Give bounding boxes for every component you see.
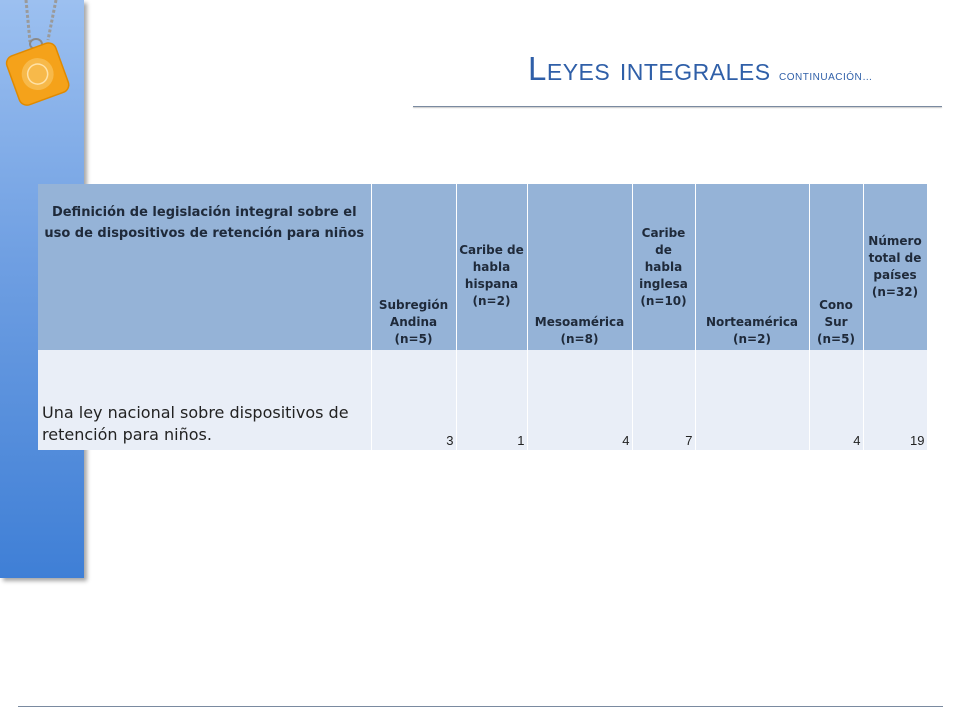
header-subregion-andina: Subregión Andina (n=5) (371, 184, 456, 350)
cell-total: 19 (863, 350, 927, 450)
header-caribe-hispana: Caribe de habla hispana (n=2) (456, 184, 527, 350)
cell-caribe-hispana: 1 (456, 350, 527, 450)
header-definition: Definición de legislación integral sobre el uso de dispositivos de retención para niños (38, 184, 371, 350)
header-caribe-inglesa: Caribe de habla inglesa (n=10) (632, 184, 695, 350)
page-title-suffix: CONTINUACIÓN… (779, 72, 873, 83)
cell-caribe-inglesa: 7 (632, 350, 695, 450)
header-total: Número total de países (n=32) (863, 184, 927, 350)
row-label: Una ley nacional sobre dispositivos de retención para niños. (38, 350, 371, 450)
page-title (528, 50, 873, 88)
header-cono-sur: Cono Sur (n=5) (809, 184, 863, 350)
table-header-row (38, 184, 927, 350)
header-norteamerica: Norteamérica (n=2) (695, 184, 809, 350)
footer-divider (18, 706, 943, 707)
tag-chain-logo-icon (0, 0, 90, 130)
table-row (38, 350, 927, 450)
cell-cono-sur: 4 (809, 350, 863, 450)
cell-subregion-andina: 3 (371, 350, 456, 450)
title-divider (413, 106, 942, 107)
cell-mesoamerica: 4 (527, 350, 632, 450)
page-title-main: Leyes integrales (528, 50, 771, 87)
legislation-table (38, 184, 928, 450)
header-mesoamerica: Mesoamérica (n=8) (527, 184, 632, 350)
cell-norteamerica (695, 350, 809, 450)
